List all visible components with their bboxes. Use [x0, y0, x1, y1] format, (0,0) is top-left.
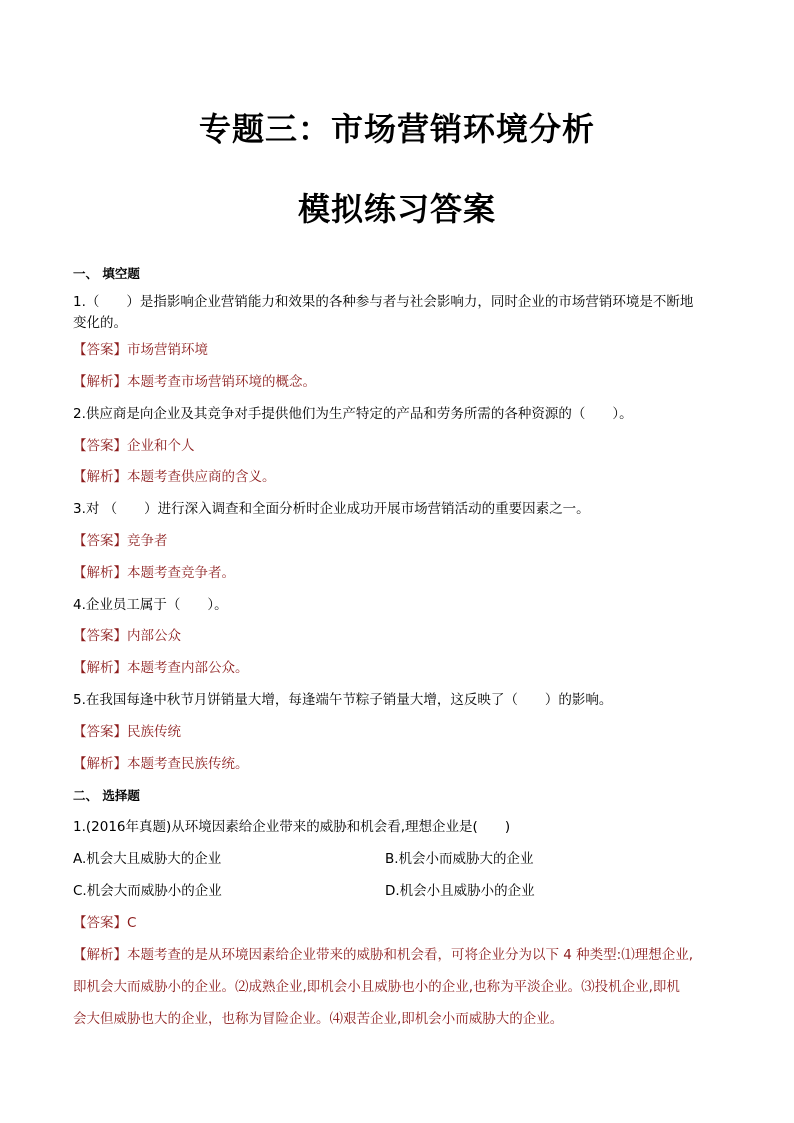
analysis-5: 【解析】本题考查民族传统。: [73, 756, 249, 772]
answer-2: 【答案】企业和个人: [73, 438, 195, 454]
analysis-3: 【解析】本题考查竞争者。: [73, 565, 235, 581]
answer-1: 【答案】市场营销环境: [73, 342, 208, 358]
page-title: 专题三：市场营销环境分析: [198, 110, 595, 148]
option-c: C.机会大而威胁小的企业: [73, 883, 222, 899]
answer-3: 【答案】竞争者: [73, 533, 168, 549]
question-1-line-2: 变化的。: [73, 315, 127, 331]
answer-4: 【答案】内部公众: [73, 628, 181, 644]
page-subtitle: 模拟练习答案: [297, 190, 496, 228]
answer-5: 【答案】民族传统: [73, 724, 181, 740]
option-b: B.机会小而威胁大的企业: [385, 851, 534, 867]
question-1-line-1: 1.（ ）是指影响企业营销能力和效果的各种参与者与社会影响力，同时企业的市场营销环境是不断地: [73, 294, 694, 310]
option-a: A.机会大且威胁大的企业: [73, 851, 222, 867]
mc-analysis-line-1: 【解析】本题考查的是从环境因素给企业带来的威胁和机会看，可将企业分为以下 4 种类型:⑴理想企业,: [73, 947, 694, 963]
question-3: 3.对 （ ）进行深入调查和全面分析时企业成功开展市场营销活动的重要因素之一。: [73, 501, 590, 517]
mc-answer-1: 【答案】C: [73, 915, 137, 931]
question-2: 2.供应商是向企业及其竞争对手提供他们为生产特定的产品和劳务所需的各种资源的（ ）。: [73, 406, 633, 422]
section-heading-fill-blank: 一、 填空题: [73, 266, 140, 281]
analysis-2: 【解析】本题考查供应商的含义。: [73, 469, 276, 485]
question-4: 4.企业员工属于（ ）。: [73, 597, 228, 613]
option-d: D.机会小且威胁小的企业: [385, 883, 535, 899]
mc-question-1: 1.(2016年真题)从环境因素给企业带来的威胁和机会看,理想企业是( ): [73, 819, 511, 835]
analysis-1: 【解析】本题考查市场营销环境的概念。: [73, 374, 316, 390]
section-heading-multiple-choice: 二、 选择题: [73, 788, 140, 803]
mc-analysis-line-3: 会大但威胁也大的企业，也称为冒险企业。⑷艰苦企业,即机会小而威胁大的企业。: [73, 1011, 564, 1027]
question-5: 5.在我国每逢中秋节月饼销量大增，每逢端午节粽子销量大增，这反映了（ ）的影响。: [73, 692, 613, 708]
mc-analysis-line-2: 即机会大而威胁小的企业。⑵成熟企业,即机会小且威胁也小的企业,也称为平淡企业。⑶投机企业,即机: [73, 979, 680, 995]
analysis-4: 【解析】本题考查内部公众。: [73, 660, 249, 676]
